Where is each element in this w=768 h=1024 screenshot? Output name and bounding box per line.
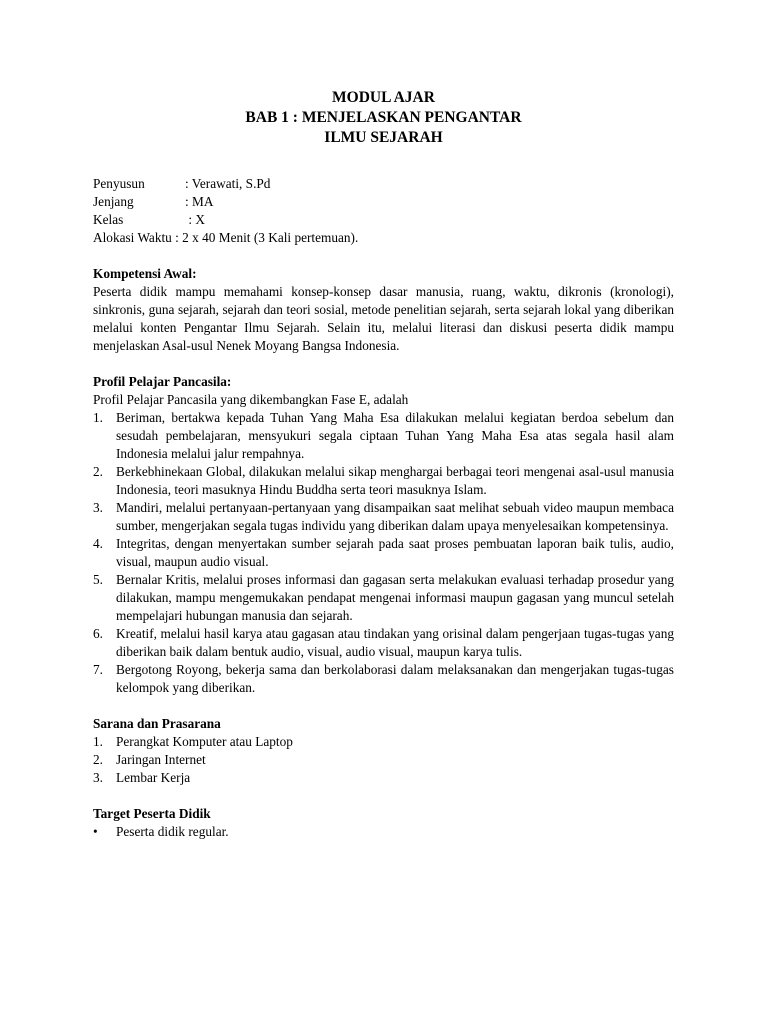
item-text: Kreatif, melalui hasil karya atau gagasan atau tindakan yang orisinal dalam pengerjaan tugas-tugas yang diberikan baik dalam bentuk audio, visual, audio visual, maupun karya tulis. [116,626,674,659]
list-item [93,769,674,787]
meta-row-penyusun [93,175,674,193]
list-item [93,535,674,571]
target-heading: Target Peserta Didik [93,806,211,821]
list-item [93,733,674,751]
item-number: 3. [93,500,103,515]
item-number: 1. [93,734,103,749]
profil-section [93,373,674,697]
profil-intro: Profil Pelajar Pancasila yang dikembangkan Fase E, adalah [93,392,409,407]
kompetensi-section [93,265,674,355]
item-text: Berkebhinekaan Global, dilakukan melalui sikap menghargai berbagai teori mengenai asal-usul manusia Indonesia, teori masuknya Hindu Buddha serta teori masuknya Islam. [116,464,674,497]
item-number: 2. [93,464,103,479]
item-number: 5. [93,572,103,587]
meta-value: : MA [185,194,214,209]
sarana-heading: Sarana dan Prasarana [93,716,221,731]
meta-value: : 2 x 40 Menit (3 Kali pertemuan). [175,230,359,245]
item-number: 2. [93,752,103,767]
module-info [93,175,674,247]
list-item [93,751,674,769]
kompetensi-heading: Kompetensi Awal: [93,266,197,281]
item-text: Jaringan Internet [116,752,206,767]
document-page [93,88,674,841]
item-number: 3. [93,770,103,785]
item-number: 6. [93,626,103,641]
meta-row-jenjang [93,193,674,211]
meta-row-kelas [93,211,674,229]
list-item [93,463,674,499]
item-text: Bergotong Royong, bekerja sama dan berkolaborasi dalam melaksanakan dan mengerjakan tugas-tugas kelompok yang diberikan. [116,662,674,695]
item-text: Beriman, bertakwa kepada Tuhan Yang Maha Esa dilakukan melalui kegiatan berdoa sebelum dan sesudah pembelajaran, mensyukuri segala ciptaan Tuhan Yang Maha Esa atas segala hasil alam Indonesia melalui jalur rempahnya. [116,410,674,461]
list-item [93,499,674,535]
list-item [93,823,674,841]
document-title [93,88,674,148]
sarana-list [93,733,674,787]
list-item [93,625,674,661]
meta-value: : Verawati, S.Pd [185,176,271,191]
title-line-3: ILMU SEJARAH [324,129,443,146]
item-text: Peserta didik regular. [116,824,229,839]
target-list [93,823,674,841]
meta-label: Penyusun [93,176,145,191]
title-line-1: MODUL AJAR [332,89,435,106]
meta-value: : X [185,212,205,227]
item-number: 4. [93,536,103,551]
item-text: Mandiri, melalui pertanyaan-pertanyaan yang disampaikan saat melihat sebuah video maupun membaca sumber, mengerjakan segala tugas individu yang diberikan dalam upaya menyelesaikan kompetensinya. [116,500,674,533]
item-number: 7. [93,662,103,677]
profil-heading: Profil Pelajar Pancasila: [93,374,232,389]
meta-label: Alokasi Waktu [93,230,172,245]
item-text: Integritas, dengan menyertakan sumber sejarah pada saat proses pembuatan laporan baik tulis, audio, visual, maupun audio visual. [116,536,674,569]
item-text: Perangkat Komputer atau Laptop [116,734,293,749]
bullet-icon: • [93,824,98,839]
item-text: Bernalar Kritis, melalui proses informasi dan gagasan serta melakukan evaluasi terhadap prosedur yang dilakukan, mampu mengemukakan pendapat mengenai informasi maupun gagasan yang muncul setelah mempelajari hubungan manusia dan sejarah. [116,572,674,623]
kompetensi-text: Peserta didik mampu memahami konsep-konsep dasar manusia, ruang, waktu, dikronis (kronologi), sinkronis, guna sejarah, sejarah dan teori sosial, metode penelitian sejarah, serta sejarah lokal yang diberikan melalui konten Pengantar Ilmu Sejarah. Selain itu, melalui literasi dan diskusi peserta didik mampu menjelaskan Asal-usul Nenek Moyang Bangsa Indonesia. [93,284,674,353]
title-line-2: BAB 1 : MENJELASKAN PENGANTAR [245,109,522,126]
target-section [93,805,674,841]
item-text: Lembar Kerja [116,770,191,785]
profil-list [93,409,674,697]
meta-label: Kelas [93,212,124,227]
sarana-section [93,715,674,787]
list-item [93,661,674,697]
meta-label: Jenjang [93,194,134,209]
meta-row-alokasi-waktu [93,229,674,247]
item-number: 1. [93,410,103,425]
list-item [93,571,674,625]
list-item [93,409,674,463]
